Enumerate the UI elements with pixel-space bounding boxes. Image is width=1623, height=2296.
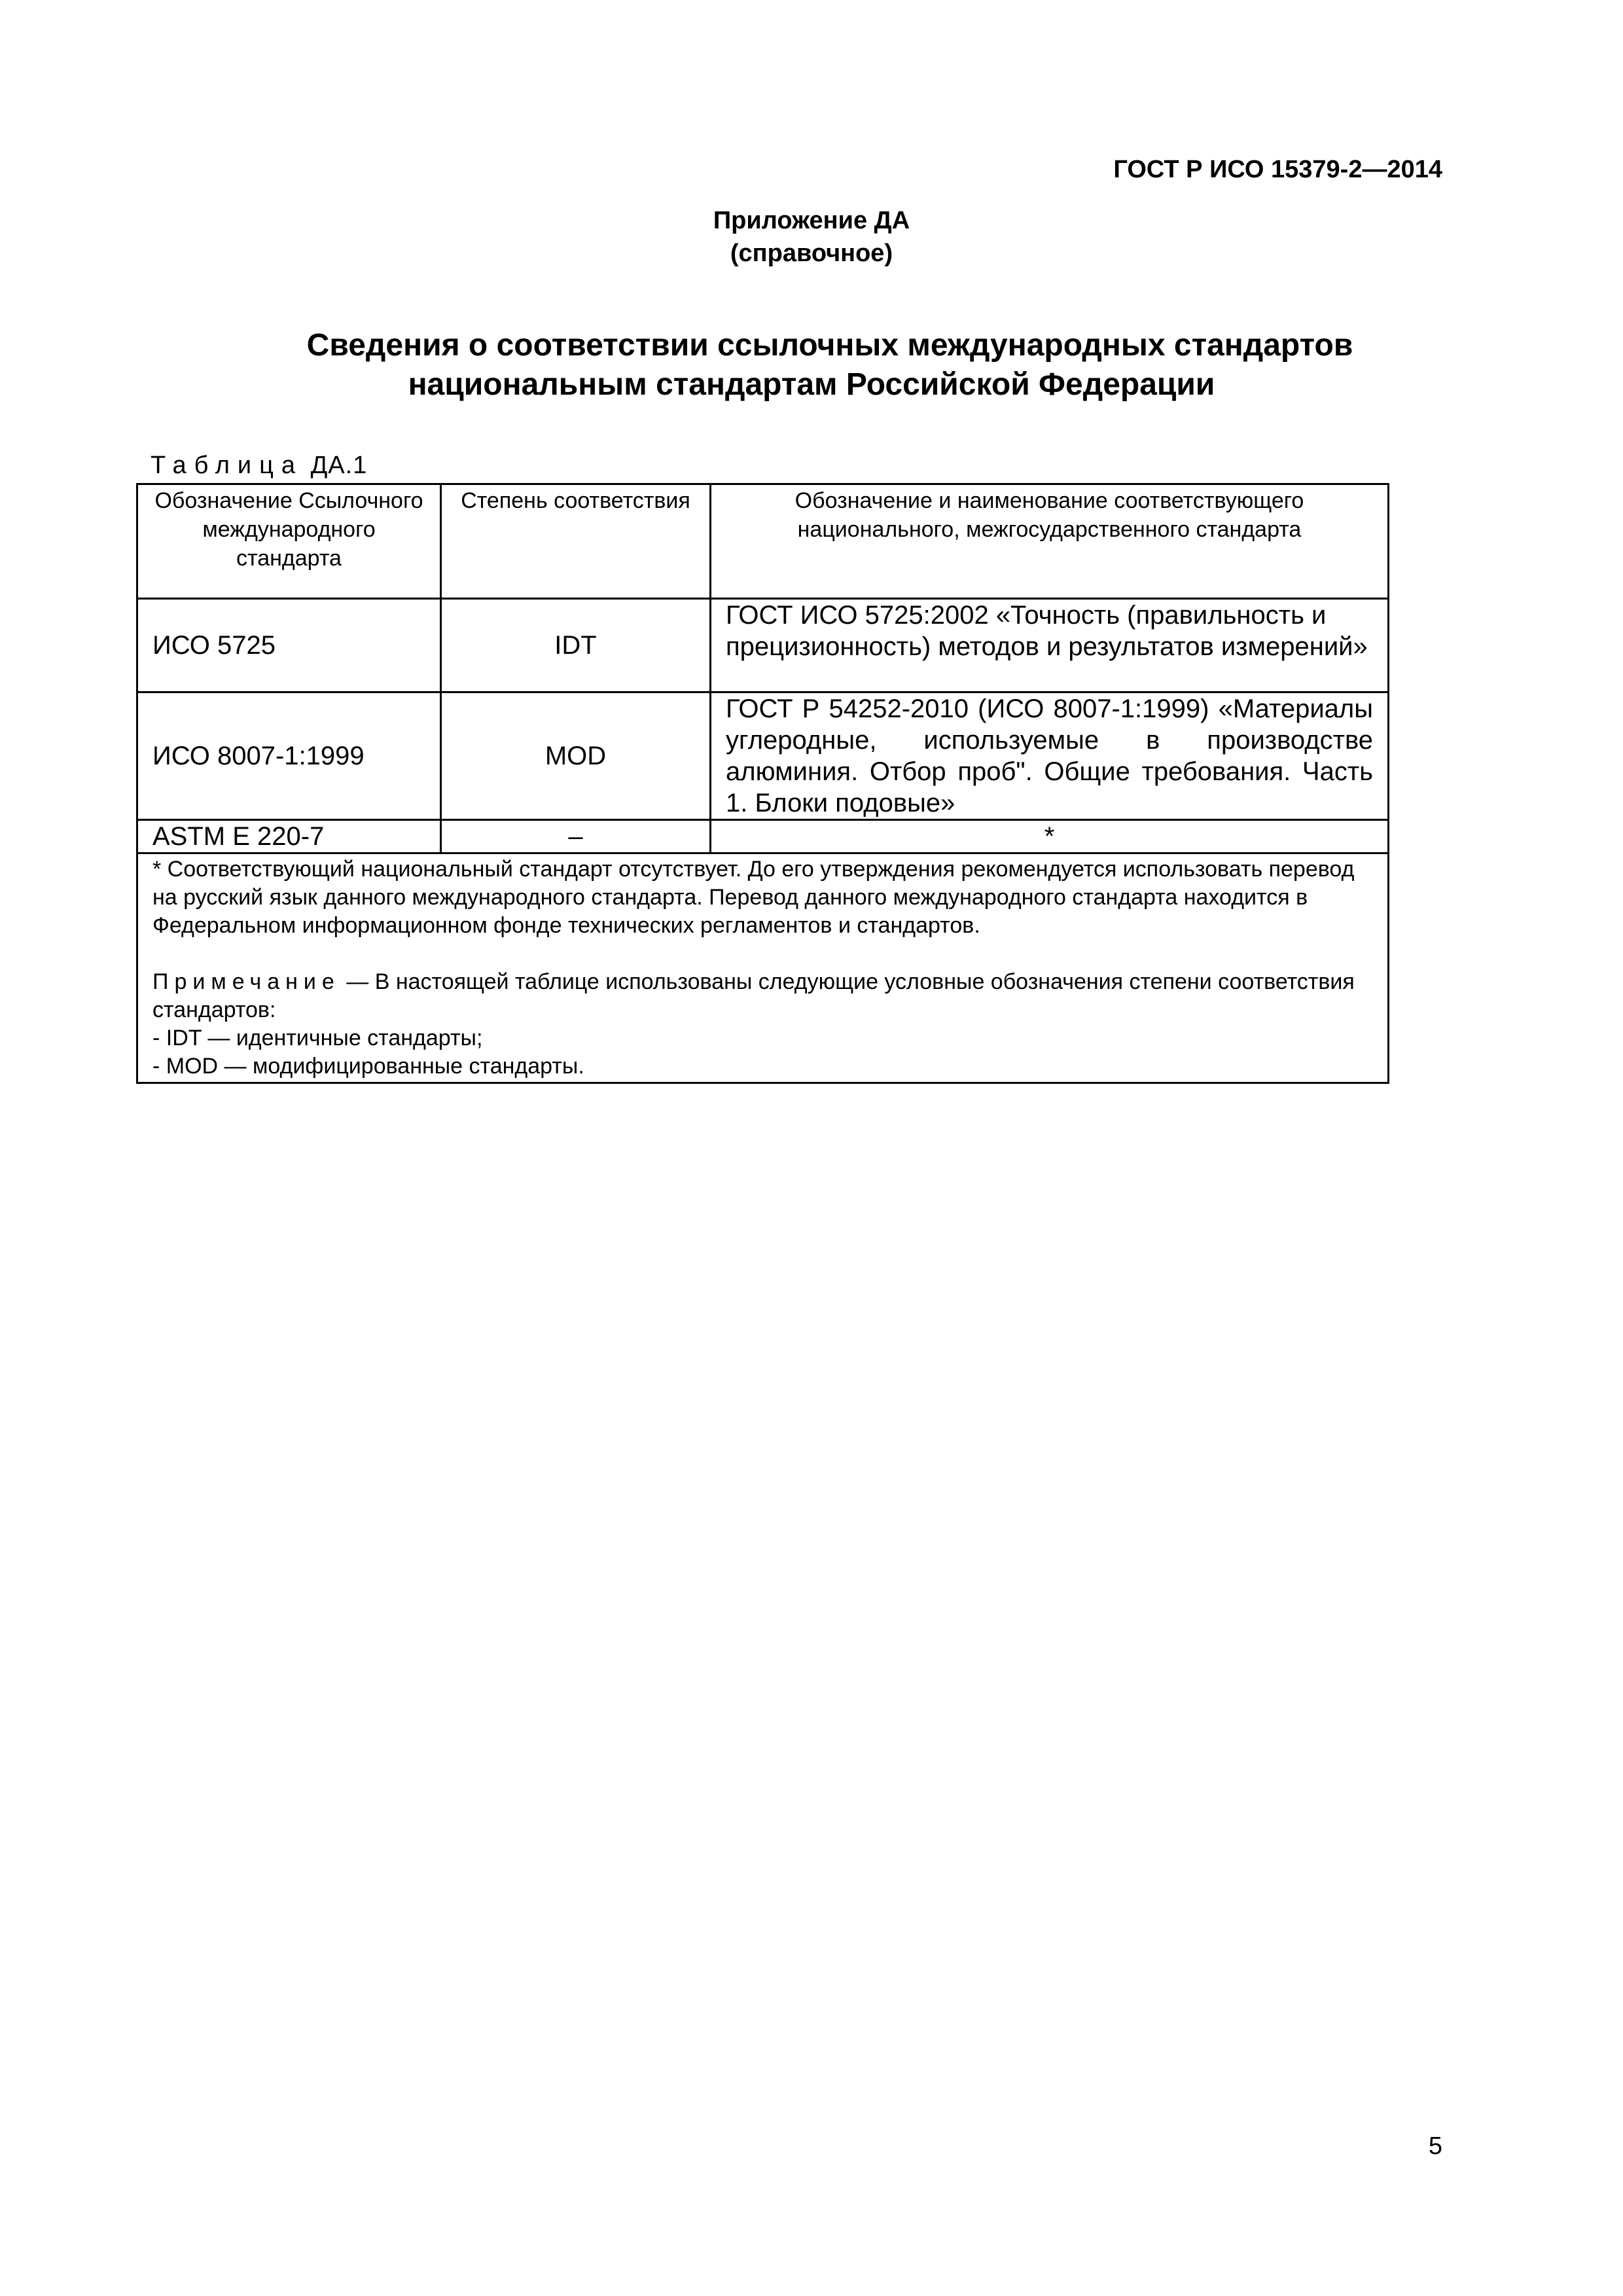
cell-degree: IDT bbox=[441, 599, 711, 692]
cell-reference: ИСО 8007-1:1999 bbox=[137, 692, 441, 820]
standards-correspondence-table bbox=[136, 483, 1389, 1084]
header-degree: Степень соответствия bbox=[441, 484, 711, 599]
annex-subtitle: (справочное) bbox=[730, 240, 893, 267]
document-code: ГОСТ Р ИСО 15379-2—2014 bbox=[1113, 156, 1442, 183]
main-heading-line-2: национальным стандартам Российской Федерации bbox=[408, 367, 1215, 402]
table-header-row bbox=[137, 484, 1389, 599]
annex-title: Приложение ДА bbox=[713, 207, 910, 234]
table-row bbox=[137, 820, 1389, 853]
table-footnote: * Соответствующий национальный стандарт отсутствует. До его утверждения рекомендуется использовать перевод на русский язык данного международного стандарта. Перевод данного международного стандарта находится в Федеральном информационном фонде технических регламентов и стандартов. bbox=[152, 857, 1355, 938]
annex-title-block bbox=[0, 204, 1623, 270]
main-heading bbox=[0, 326, 1623, 404]
table-row bbox=[137, 599, 1389, 692]
table-caption bbox=[151, 452, 367, 480]
note-text: — В настоящей таблице использованы следующие условные обозначения степени соответствия стандартов: bbox=[152, 969, 1355, 1022]
note-item-mod: - MOD — модифицированные стандарты. bbox=[152, 1054, 584, 1079]
page-number: 5 bbox=[1428, 2132, 1442, 2160]
cell-national: ГОСТ Р 54252-2010 (ИСО 8007-1:1999) «Материалы углеродные, используемые в производстве алюминия. Отбор проб". Общие требования. Часть 1. Блоки подовые» bbox=[711, 692, 1389, 820]
note-prefix: Примечание bbox=[152, 969, 340, 994]
table-footnote-cell bbox=[137, 853, 1389, 1083]
cell-national: ГОСТ ИСО 5725:2002 «Точность (правильность и прецизионность) методов и результатов измерений» bbox=[711, 599, 1389, 692]
table-caption-number: ДА.1 bbox=[310, 452, 368, 479]
note-item-idt: - IDT — идентичные стандарты; bbox=[152, 1026, 483, 1050]
main-heading-line-1: Сведения о соответствии ссылочных международных стандартов bbox=[306, 328, 1353, 363]
cell-national: * bbox=[711, 820, 1389, 853]
table-row bbox=[137, 692, 1389, 820]
table-footnote-row bbox=[137, 853, 1389, 1083]
table-note bbox=[152, 968, 1373, 1024]
cell-degree: – bbox=[441, 820, 711, 853]
header-national-standard: Обозначение и наименование соответствующего национального, межгосударственного стандарта bbox=[711, 484, 1389, 599]
cell-degree: MOD bbox=[441, 692, 711, 820]
cell-reference: ИСО 5725 bbox=[137, 599, 441, 692]
cell-reference: ASTM E 220-7 bbox=[137, 820, 441, 853]
table-caption-prefix: Таблица bbox=[151, 452, 303, 479]
header-reference-standard: Обозначение Ссылочного международного стандарта bbox=[137, 484, 441, 599]
